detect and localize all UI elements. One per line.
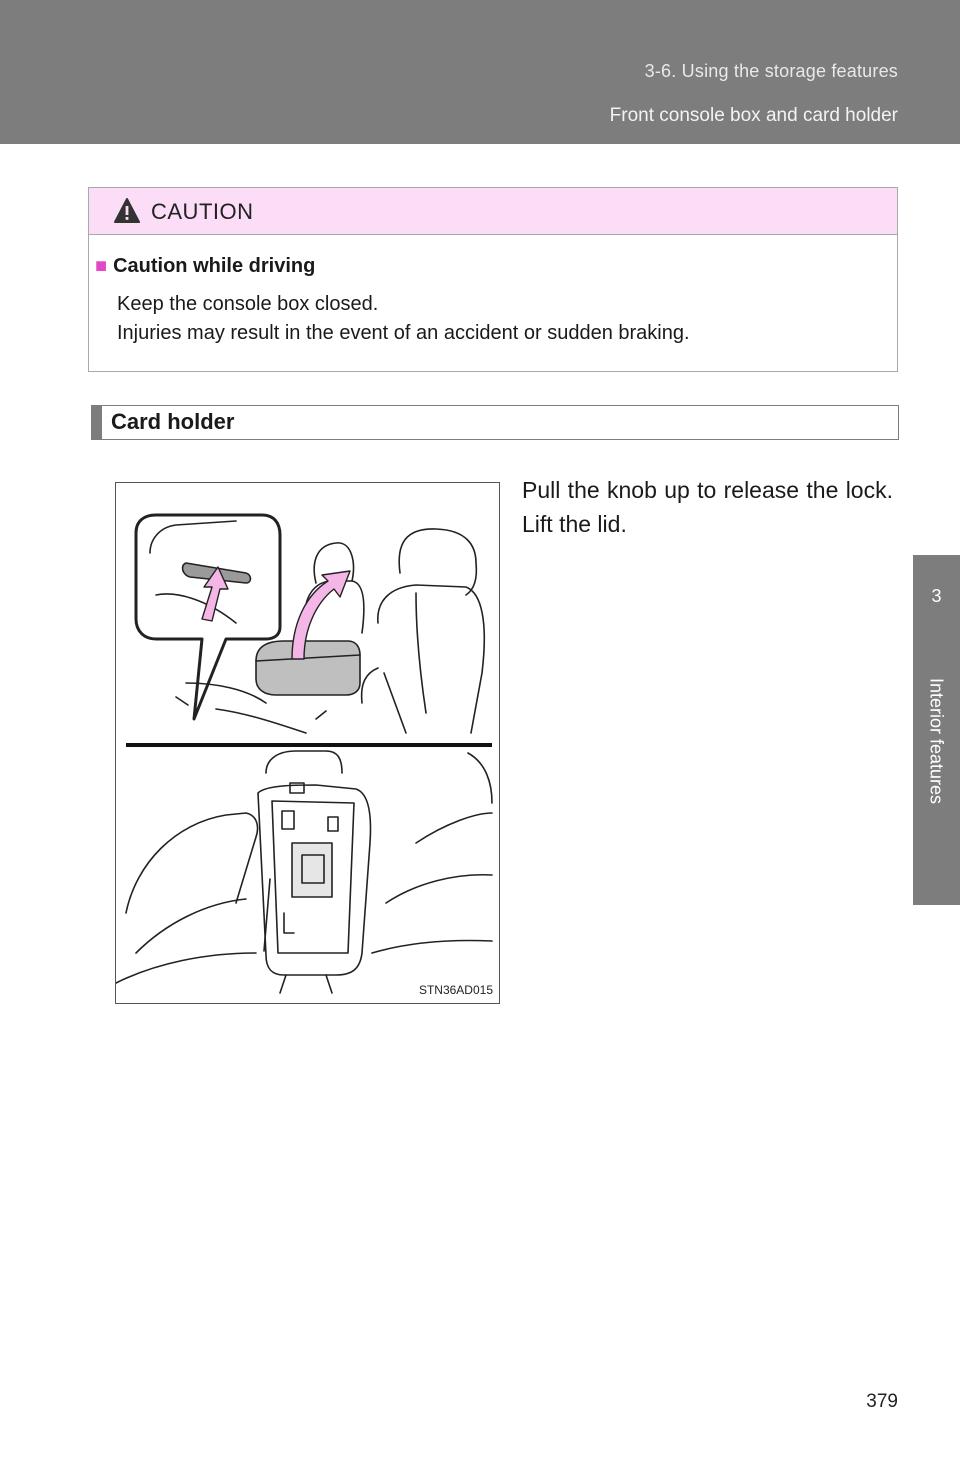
caution-text-line: Injuries may result in the event of an accident or sudden braking. <box>117 322 690 344</box>
page-header <box>0 0 960 144</box>
chapter-label: Interior features <box>926 677 947 805</box>
section-heading <box>91 405 899 440</box>
page-number: 379 <box>866 1391 898 1412</box>
caution-text-line: Keep the console box closed. <box>117 293 379 315</box>
caution-title: CAUTION <box>151 199 254 224</box>
section-heading-text: Card holder <box>111 409 235 434</box>
caution-header <box>89 188 897 235</box>
caution-item-heading <box>95 255 315 278</box>
card-holder-illustration <box>115 482 500 1004</box>
chapter-number: 3 <box>931 586 942 606</box>
header-section-title: 3-6. Using the storage features <box>644 61 898 81</box>
figure-code: STN36AD015 <box>418 983 493 997</box>
square-bullet-icon: ■ <box>95 255 108 277</box>
warning-triangle-icon <box>113 197 141 224</box>
console-box-illustration <box>116 483 499 1003</box>
instruction-text: Pull the knob up to release the lock. Lift the lid. <box>522 477 893 537</box>
section-heading-accent <box>92 406 102 439</box>
caution-item-heading-text: Caution while driving <box>113 255 316 277</box>
header-subtitle: Front console box and card holder <box>609 105 898 126</box>
caution-box <box>88 187 898 372</box>
